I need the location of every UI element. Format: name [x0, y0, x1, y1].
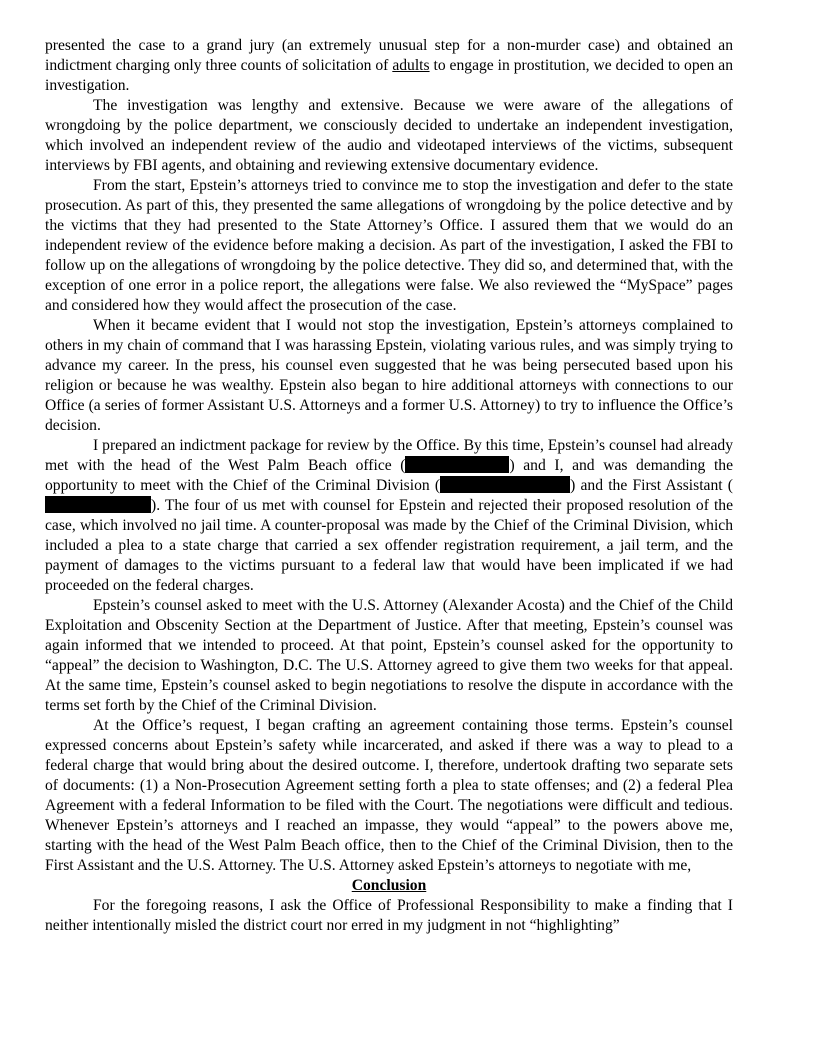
- underlined-word: adults: [392, 57, 430, 74]
- paragraph-1: presented the case to a grand jury (an extremely unusual step for a non-murder case) and obtained an indictment charging only three counts of solicitation of adults to engage in prostitution, we decided to open an investigation.: [45, 37, 734, 94]
- paragraph-6: Epstein’s counsel asked to meet with the U.S. Attorney (Alexander Acosta) and the Chief of the Child Exploitation and Obscenity Section at the Department of Justice. After that meeting, Epstein’s counsel was again informed that we intended to proceed. At that point, Epstein’s counsel asked for the opportunity to “appeal” the decision to Washington, D.C. The U.S. Attorney agreed to give them two weeks for that appeal. At the same time, Epstein’s counsel asked to begin negotiations to resolve the dispute in accordance with the terms set forth by the Chief of the Criminal Division.: [45, 597, 733, 714]
- redaction-box: [440, 476, 570, 493]
- paragraph-8: For the foregoing reasons, I ask the Office of Professional Responsibility to make a finding that I neither intentionally misled the district court nor erred in my judgment in not “highlighting”: [45, 897, 733, 934]
- paragraph-4: When it became evident that I would not stop the investigation, Epstein’s attorneys complained to others in my chain of command that I was harassing Epstein, violating various rules, and was simply trying to advance my career. In the press, his counsel even suggested that he was being persecuted based upon his religion or because he was wealthy. Epstein also began to hire additional attorneys with connections to our Office (a series of former Assistant U.S. Attorneys and a former U.S. Attorney) to try to influence the Office’s decision.: [45, 317, 733, 434]
- paragraph-3: From the start, Epstein’s attorneys tried to convince me to stop the investigation and defer to the state prosecution. As part of this, they presented the same allegations of wrongdoing by the police detective and by the victims that they had presented to the State Attorney’s Office. I assured them that we would do an independent review of the evidence before making a decision. As part of the investigation, I asked the FBI to follow up on the allegations of wrongdoing by the police detective. They did so, and determined that, with the exception of one error in a police report, the allegations were false. We also reviewed the “MySpace” pages and considered how they would affect the prosecution of the case.: [45, 177, 733, 314]
- redaction-box: [45, 496, 151, 513]
- document-page: [45, 36, 733, 936]
- paragraph-7: At the Office’s request, I began crafting an agreement containing those terms. Epstein’s counsel expressed concerns about Epstein’s safety while incarcerated, and asked if there was a way to plead to a federal charge that would bring about the desired outcome. I, therefore, undertook drafting two separate sets of documents: (1) a Non-Prosecution Agreement setting forth a plea to state offenses; and (2) a federal Plea Agreement with a federal Information to be filed with the Court. The negotiations were difficult and tedious. Whenever Epstein’s attorneys and I reached an impasse, they would “appeal” to the powers above me, starting with the head of the West Palm Beach office, then to the Chief of the Criminal Division, then to the First Assistant and the U.S. Attorney. The U.S. Attorney asked Epstein’s attorneys to negotiate with me,: [45, 717, 733, 874]
- section-heading: Conclusion: [351, 877, 427, 894]
- paragraph-5: I prepared an indictment package for review by the Office. By this time, Epstein’s counsel had already met with the head of the West Palm Beach office ( ) and I, and was demanding the opportunity to meet with the Chief of the Criminal Division ( ) and the First Assistant (). The four of us met with counsel for Epstein and rejected their proposed resolution of the case, which involved no jail time. A counter-proposal was made by the Chief of the Criminal Division, which included a plea to a state charge that carried a sex offender registration requirement, a jail term, and the payment of damages to the victims pursuant to a federal law that would have been implicated if we had proceeded on the federal charges.: [45, 437, 733, 594]
- paragraph-2: The investigation was lengthy and extensive. Because we were aware of the allegations of wrongdoing by the police department, we consciously decided to undertake an independent investigation, which involved an independent review of the audio and videotaped interviews of the victims, subsequent interviews by FBI agents, and obtaining and reviewing extensive documentary evidence.: [45, 97, 733, 174]
- redaction-box: [405, 456, 509, 473]
